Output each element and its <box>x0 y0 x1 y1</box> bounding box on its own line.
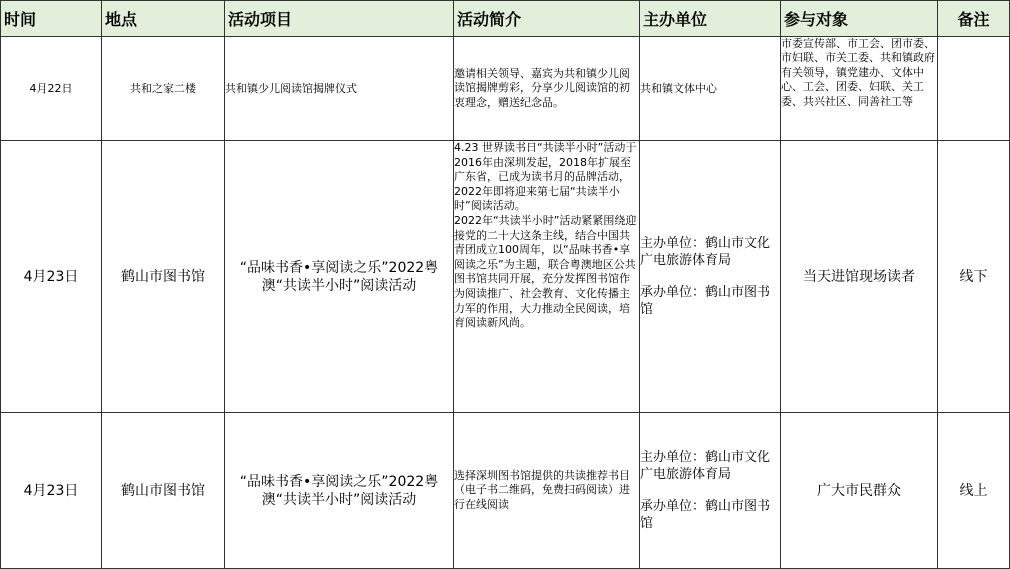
table-row <box>1 141 1010 413</box>
cell-audience: 当天进馆现场读者 <box>781 141 938 413</box>
header-project: 活动项目 <box>225 1 454 37</box>
cell-place: 共和之家二楼 <box>102 37 225 141</box>
cell-intro: 4.23 世界读书日“共读半小时”活动于2016年由深圳发起，2018年扩展至广东省，已成为读书月的品牌活动，2022年即将迎来第七届“共读半小时”阅读活动。 2022年“共读半小时”活动紧紧围绕迎接党的二十大这条主线，结合中国共青团成立100周年，以“品味书香•享阅读之乐”为主题，联合粤澳地区公共图书馆共同开展，充分发挥图书馆作为阅读推广、社会教育、文化传播主力军的作用，大力推动全民阅读，培育阅读新风尚。 <box>454 141 640 413</box>
organizer-host: 主办单位：鹤山市文化广电旅游体育局 <box>640 236 771 268</box>
cell-place: 鹤山市图书馆 <box>102 141 225 413</box>
cell-note <box>938 37 1010 141</box>
cell-place: 鹤山市图书馆 <box>102 413 225 569</box>
organizer-undertaker: 承办单位：鹤山市图书馆 <box>640 499 771 531</box>
cell-project: “品味书香•享阅读之乐”2022粤澳“共读半小时”阅读活动 <box>225 141 454 413</box>
cell-organizer <box>640 141 781 413</box>
cell-project: 共和镇少儿阅读馆揭牌仪式 <box>225 37 454 141</box>
cell-audience: 广大市民群众 <box>781 413 938 569</box>
table-row <box>1 413 1010 569</box>
header-note: 备注 <box>938 1 1010 37</box>
cell-note: 线上 <box>938 413 1010 569</box>
cell-audience: 市委宣传部、市工会、团市委、市妇联、市关工委、共和镇政府有关领导，镇党建办、文体中心、工会、团委、妇联、关工委、共兴社区、同善社工等 <box>781 37 938 141</box>
header-audience: 参与对象 <box>781 1 938 37</box>
cell-note: 线下 <box>938 141 1010 413</box>
table-row <box>1 37 1010 141</box>
header-row <box>1 1 1010 37</box>
cell-time: 4月23日 <box>1 141 102 413</box>
cell-intro: 选择深圳图书馆提供的共读推荐书目（电子书二维码，免费扫码阅读）进行在线阅读 <box>454 413 640 569</box>
organizer-host: 主办单位：鹤山市文化广电旅游体育局 <box>640 450 771 482</box>
header-intro: 活动简介 <box>454 1 640 37</box>
cell-time: 4月22日 <box>1 37 102 141</box>
header-organizer: 主办单位 <box>640 1 781 37</box>
header-place: 地点 <box>102 1 225 37</box>
header-time: 时间 <box>1 1 102 37</box>
organizer-undertaker: 承办单位：鹤山市图书馆 <box>640 285 771 317</box>
cell-intro: 邀请相关领导、嘉宾为共和镇少儿阅读馆揭牌剪彩，分享少儿阅读馆的初衷理念，赠送纪念品。 <box>454 37 640 141</box>
cell-organizer: 共和镇文体中心 <box>640 37 781 141</box>
cell-time: 4月23日 <box>1 413 102 569</box>
cell-project: “品味书香•享阅读之乐”2022粤澳“共读半小时”阅读活动 <box>225 413 454 569</box>
cell-organizer <box>640 413 781 569</box>
